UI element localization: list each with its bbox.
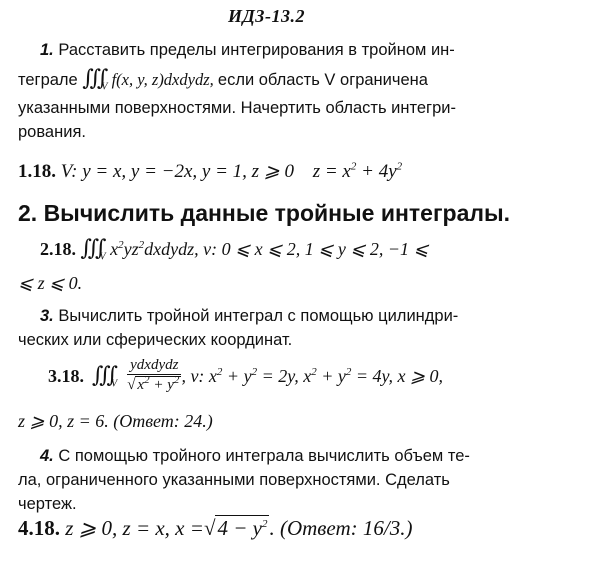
item-4-18-conditions: z ⩾ 0, z = x, x = [65,516,204,540]
exponent: 2 [345,365,352,378]
condition-part: + y [316,365,346,386]
task-4-text [18,444,584,516]
integrand-part: yz [123,239,139,259]
integral-region-label: V [101,81,108,93]
task-1-line-1 [18,38,584,62]
item-1-18-conditions: V: y = x, y = −2x, y = 1, z ⩾ 0 [60,161,294,182]
item-4-18-number: 4.18. [18,516,60,540]
item-1-18-surface [313,161,402,182]
task-4-number: 4. [40,447,54,465]
task-3-line-1 [18,304,584,328]
task-3-line-1-text: Вычислить тройной интеграл с помощью цилиндри- [58,307,459,325]
exponent: 2 [138,239,145,251]
triple-integral-sign: ∭ [92,362,112,387]
item-3-18 [18,356,584,433]
exponent: 2 [144,374,150,386]
task-1-line-3: указанными поверхностями. Начертить область интегри- [18,99,456,117]
item-1-18 [18,160,584,184]
integral-region-label: V [111,378,118,390]
page-title: ИДЗ-13.2 [228,6,305,26]
task-3-text [18,304,584,352]
item-3-18-conditions [181,364,443,388]
item-3-18-integral [92,363,117,388]
condition-part: = 2y, x [257,365,312,386]
task-1-line-2-pre: теграле [18,71,78,89]
item-3-18-fraction [127,356,181,395]
item-2-18-line-1 [18,236,584,261]
item-2-18 [18,236,584,295]
item-4-18 [18,514,584,542]
task-4-line-2: ла, ограниченного указанными поверхностями. Сделать [18,471,450,489]
integrand-part: x [110,239,119,259]
task-4-line-3: чертеж. [18,495,77,513]
task-1-line-2 [18,66,584,92]
item-2-18-integral [80,235,199,263]
task-1-text [18,38,584,144]
integral-region-label: V [99,251,106,263]
task-1-integral [82,65,218,93]
task-1-line-2-post: если область V ограничена [217,71,428,89]
denominator-part: x [137,377,145,393]
exponent: 2 [396,160,403,173]
denominator-part: + y [149,377,174,393]
item-2-18-limits: v: 0 ⩽ x ⩽ 2, 1 ⩽ y ⩽ 2, −1 ⩽ [203,239,429,259]
exponent: 2 [251,365,258,378]
exponent: 2 [350,160,357,173]
task-1-line-1-text: Расставить пределы интегрирования в тройном ин- [58,41,455,59]
task-3-number: 3. [40,307,54,325]
integrand-part: dxdydz, [144,239,199,259]
condition-part: , v: x [181,365,217,386]
item-4-18-sqrt: $√4 - y^2$ [203,516,268,540]
exponent: 2 [173,374,180,386]
fraction-numerator: ydxdydz [127,356,181,375]
sqrt-body: 4 − y [217,516,262,540]
integrand: f(x, y, z)dxdydz, [111,70,214,89]
fraction-denominator: √ $x^2 + y^2$ [127,374,180,393]
task-1-number: 1. [40,41,54,59]
item-2-18-number: 2.18. [40,239,76,259]
condition-part: + y [222,365,252,386]
condition-part: = 4y, x ⩾ 0, [351,365,444,386]
task-2-heading: 2. Вычислить данные тройные интегралы. [18,200,511,226]
exponent: 2 [216,365,223,378]
task-4-line-1 [18,444,584,468]
surface-part: z = x [312,161,351,182]
task-3-line-2: ческих или сферических координат. [18,331,293,349]
triple-integral-sign: ∭ [80,235,100,260]
item-3-18-number: 3.18. [48,365,84,386]
surface-part: + 4y [356,161,397,182]
item-3-18-line-1 [18,356,584,395]
task-1-line-4: рования. [18,123,86,141]
item-3-18-line-2: z ⩾ 0, z = 6. (Ответ: 24.) [18,411,213,431]
item-4-18-answer: . (Ответ: 16/3.) [269,516,413,540]
task-4-line-1-text: С помощью тройного интеграла вычислить объем те- [58,447,470,465]
triple-integral-sign: ∭ [82,65,102,90]
exponent: 2 [261,518,268,530]
exponent: 2 [311,365,317,378]
item-1-18-number: 1.18. [18,161,56,182]
exponent: 2 [118,239,124,251]
item-2-18-limits-cont: ⩽ z ⩽ 0. [18,273,83,293]
